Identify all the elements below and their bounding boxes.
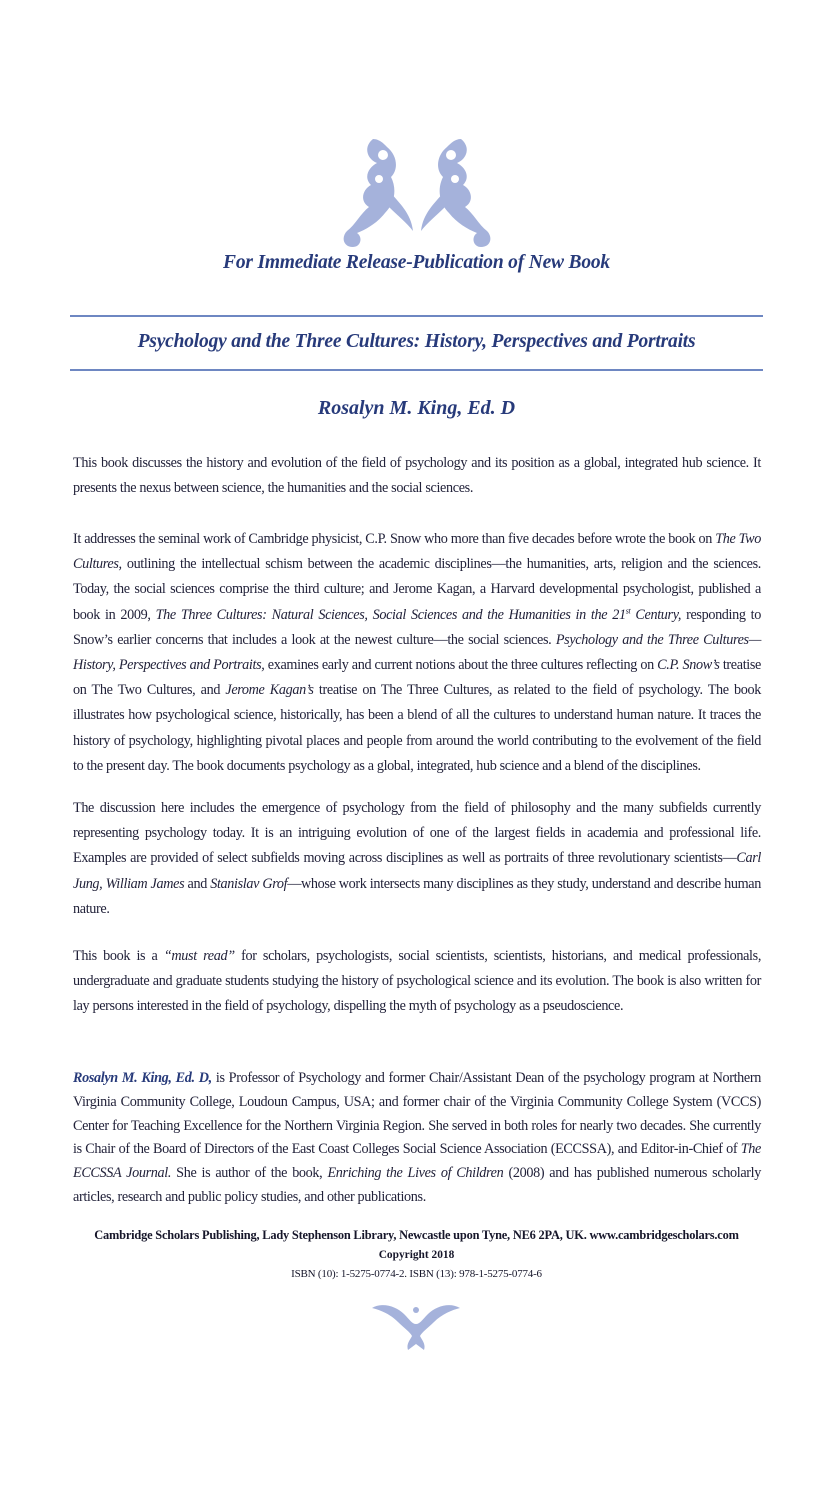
- isbn-line: ISBN (10): 1-5275-0774-2. ISBN (13): 978-1-5275-0774-6: [291, 1268, 542, 1280]
- scroll-flourish-icon: [333, 133, 501, 251]
- p3-italic-jung-james: Carl Jung, William James: [73, 850, 761, 892]
- p2-text-1: It addresses the seminal work of Cambridge physicist, C.P. Snow who more than five decades before wrote the book on: [73, 531, 716, 547]
- p2-italic-century: Century,: [630, 606, 682, 623]
- p5-text-2: She is author of the book,: [171, 1165, 328, 1182]
- p2-italic-three-cultures-text: The Three Cultures: Natural Sciences, Social Sciences and the Humanities in the 21: [155, 606, 626, 623]
- p2-text-3: responding to Snow’s earlier concerns that includes a look at the newest culture—the social sciences.: [73, 606, 761, 648]
- copyright-line: Copyright 2018: [378, 1249, 455, 1261]
- p2-italic-snow: C.P. Snow’s: [657, 657, 720, 674]
- divider-top: [70, 315, 763, 317]
- paragraph-audience: [73, 944, 761, 1020]
- p2-superscript: st: [625, 605, 631, 615]
- p3-italic-grof: Stanislav Grof: [210, 875, 288, 892]
- p4-italic-must-read: “must read”: [163, 948, 235, 964]
- p2-italic-book-title: Psychology and the Three Cultures—History, Perspectives and Portraits,: [73, 631, 761, 674]
- paragraph-discussion: [73, 796, 761, 922]
- paragraph-author-bio: [73, 1067, 761, 1210]
- p5-text-1: is Professor of Psychology and former Chair/Assistant Dean of the psychology program at Northern Virginia Community College, Loudoun Campus, USA; and former chair of the Virginia Community College System (VCCS) Center for Teaching Excellence for the Northern Virginia Region. She served in both roles for nearly two decades. She currently is Chair of the Board of Directors of the East Coast Colleges Social Science Association (ECCSSA), and Editor-in-Chief of: [73, 1070, 761, 1158]
- p5-author-name: Rosalyn M. King, Ed. D,: [73, 1070, 212, 1086]
- paragraph-cultures: [73, 527, 761, 779]
- p2-italic-two-cultures: The Two Cultures,: [73, 531, 761, 573]
- p4-text-1: This book is a: [73, 948, 164, 964]
- p3-text-1: The discussion here includes the emergence of psychology from the field of philosophy and the many subfields currently representing psychology today. It is an intriguing evolution of one of the largest fields in academia and professional life. Examples are provided of select subfields moving across disciplines as well as portraits of three revolutionary scientists—: [73, 800, 761, 867]
- p5-italic-book: Enriching the Lives of Children: [327, 1165, 504, 1182]
- p2-text-6: treatise on The Three Cultures, as related to the field of psychology. The book illustrates how psychological science, historically, has been a blend of all the cultures to understand human nature. It traces the history of psychology, highlighting pivotal places and people from around the world contributing to the evolvement of the field to the present day. The book documents psychology as a global, integrated, hub science and a blend of the disciplines.: [73, 682, 761, 774]
- p2-text-4: examines early and current notions about the three cultures reflecting on: [264, 657, 658, 674]
- p5-italic-journal: The ECCSSA Journal.: [73, 1141, 761, 1182]
- p5-text-3: (2008) and has published numerous scholarly articles, research and public policy studies, and other publications.: [73, 1165, 762, 1205]
- divider-bottom: [70, 369, 763, 371]
- publisher-line: Cambridge Scholars Publishing, Lady Stephenson Library, Newcastle upon Tyne, NE6 2PA, UK. www.cambridgescholars.com: [94, 1228, 739, 1242]
- p2-text-2: outlining the intellectual schism between the academic disciplines—the humanities, arts, religion and the sciences. Today, the social sciences comprise the third culture; and Jerome Kagan, a Harvard developmental psychologist, published a book in 2009,: [73, 556, 761, 623]
- fleur-ornament-icon: [366, 1300, 466, 1352]
- paragraph-intro: This book discusses the history and evolution of the field of psychology and its position as a global, integrated hub science. It presents the nexus between science, the humanities and the social sciences.: [73, 455, 761, 497]
- release-heading: For Immediate Release-Publication of New Book: [223, 252, 610, 273]
- p3-text-2: and: [184, 875, 211, 892]
- author-name: Rosalyn M. King, Ed. D: [317, 397, 516, 419]
- p2-italic-kagan: Jerome Kagan’s: [225, 682, 314, 699]
- p2-italic-three-cultures: [156, 607, 682, 623]
- p3-text-3: —whose work intersects many disciplines as they study, understand and describe human nature.: [73, 875, 761, 917]
- p4-text-2: for scholars, psychologists, social scientists, scientists, historians, and medical professionals, undergraduate and graduate students studying the history of psychological science and its evolution. The book is also written for lay persons interested in the field of psychology, dispelling the myth of psychology as a pseudoscience.: [73, 948, 762, 1015]
- book-title: Psychology and the Three Cultures: History, Perspectives and Portraits: [137, 331, 696, 352]
- p2-text-5: treatise on The Two Cultures, and: [73, 657, 762, 699]
